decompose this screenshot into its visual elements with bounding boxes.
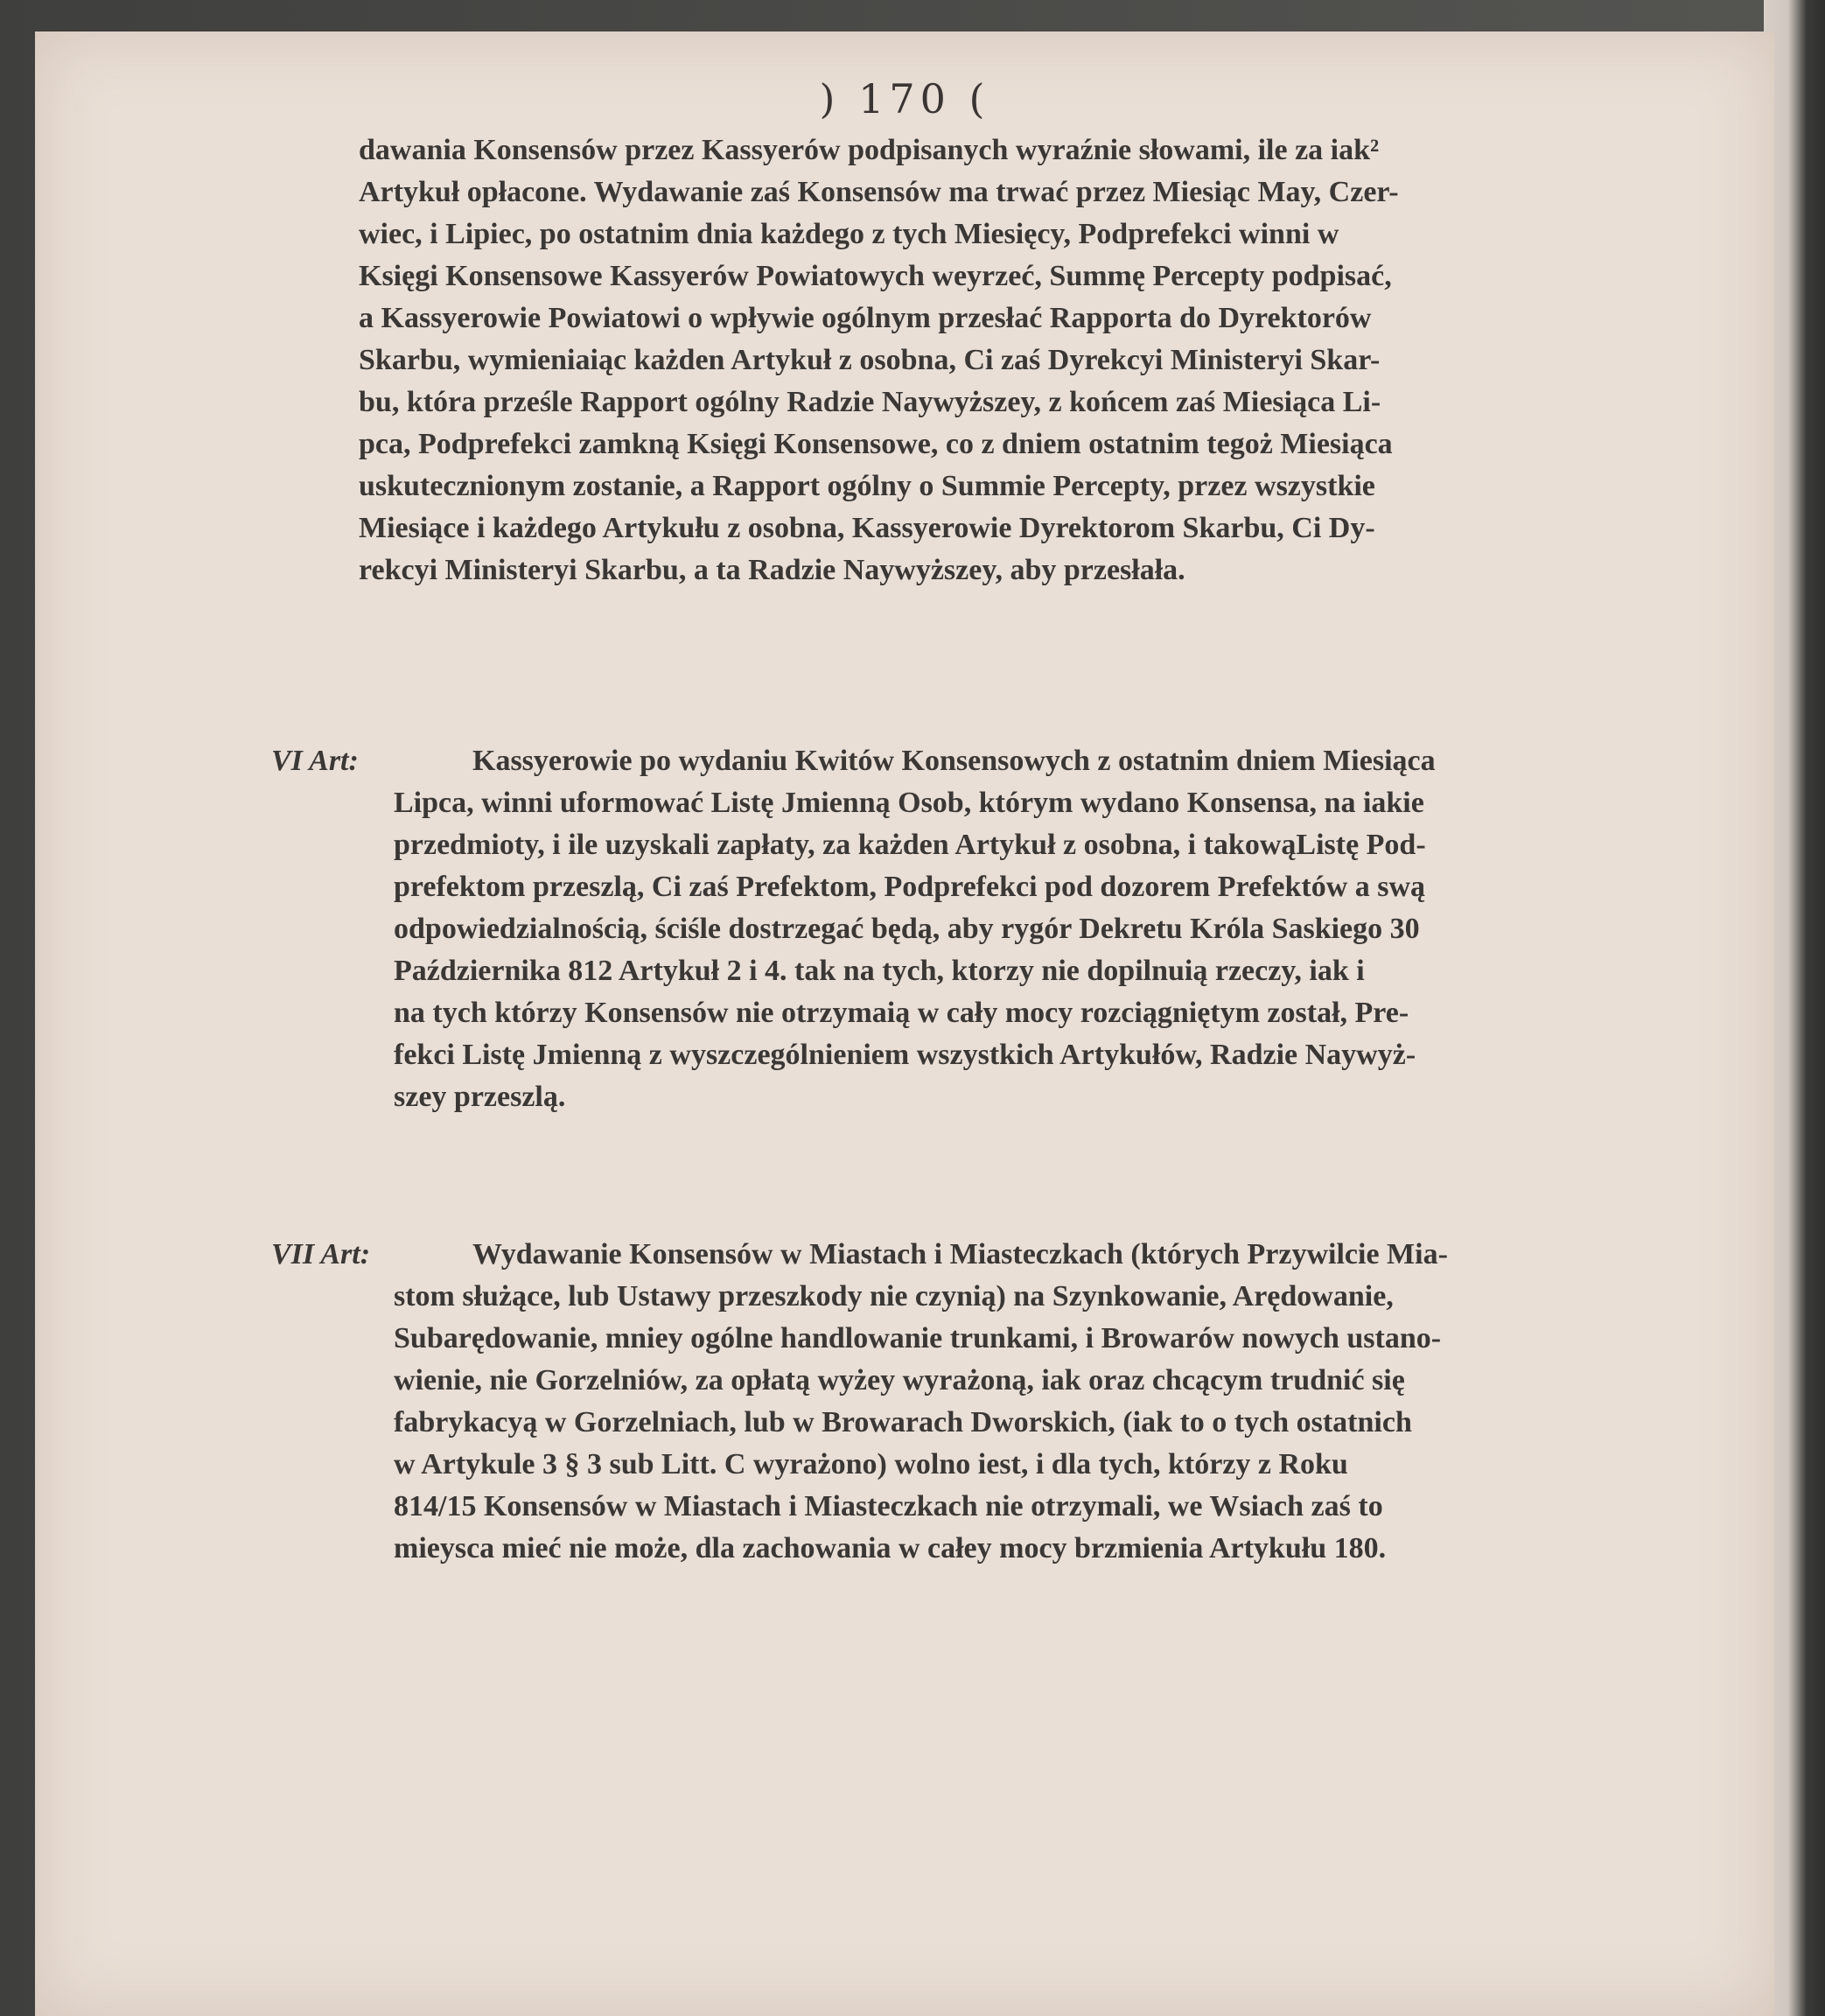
article-vi [271, 740, 1654, 1118]
intro-paragraph [359, 130, 1654, 592]
text-line: Wydawanie Konsensów w Miastach i Miasteczkach (których Przywilcie Mia- [472, 1238, 1448, 1270]
text-line: Księgi Konsensowe Kassyerów Powiatowych weyrzeć, Summę Percepty podpisać, [359, 260, 1392, 292]
text-line: na tych którzy Konsensów nie otrzymaią w cały mocy rozciągniętym został, Pre- [394, 997, 1409, 1029]
text-line: odpowiedzialnością, ściśle dostrzegać będą, aby rygór Dekretu Króla Saskiego 30 [394, 913, 1420, 945]
text-line: bu, która prześle Rapport ogólny Radzie Naywyższey, z końcem zaś Miesiąca Li- [359, 386, 1381, 418]
text-line: prefektom przeszlą, Ci zaś Prefektom, Podprefekci pod dozorem Prefektów a swą [394, 871, 1426, 903]
text-line: dawania Konsensów przez Kassyerów podpisanych wyraźnie słowami, ile za iak² [359, 134, 1380, 166]
text-line: fabrykacyą w Gorzelniach, lub w Browarach Dworskich, (iak to o tych ostatnich [394, 1406, 1412, 1438]
text-line: 814/15 Konsensów w Miastach i Miasteczkach nie otrzymali, we Wsiach zaś to [394, 1490, 1383, 1522]
text-line: Artykuł opłacone. Wydawanie zaś Konsensów ma trwać przez Miesiąc May, Czer- [359, 176, 1399, 208]
article-vii [271, 1234, 1654, 1570]
text-line: a Kassyerowie Powiatowi o wpływie ogólnym przesłać Rapporta do Dyrektorów [359, 302, 1372, 334]
text-line: Skarbu, wymieniaiąc każden Artykuł z osobna, Ci zaś Dyrekcyi Ministeryi Skar- [359, 344, 1381, 376]
text-line: wiec, i Lipiec, po ostatnim dnia każdego z tych Miesięcy, Podprefekci winni w [359, 218, 1339, 250]
page-number-header: ) 170 ( [819, 75, 990, 122]
text-line: w Artykule 3 § 3 sub Litt. C wyrażono) wolno iest, i dla tych, którzy z Roku [394, 1448, 1348, 1480]
text-line: uskutecznionym zostanie, a Rapport ogólny o Summie Percepty, przez wszystkie [359, 470, 1375, 502]
text-line: Lipca, winni uformować Listę Jmienną Osob, którym wydano Konsensa, na iakie [394, 787, 1424, 819]
article-vii-label: VII Art: [271, 1238, 371, 1270]
text-line: Subarędowanie, mniey ogólne handlowanie trunkami, i Browarów nowych ustano- [394, 1322, 1442, 1354]
text-line: mieysca mieć nie może, dla zachowania w całey mocy brzmienia Artykułu 180. [394, 1532, 1387, 1564]
text-line: Października 812 Artykuł 2 i 4. tak na tych, ktorzy nie dopilnuią rzeczy, iak i [394, 955, 1365, 987]
text-line: stom służące, lub Ustawy przeszkody nie czynią) na Szynkowanie, Arędowanie, [394, 1280, 1394, 1312]
text-line: Kassyerowie po wydaniu Kwitów Konsensowych z ostatnim dniem Miesiąca [472, 745, 1436, 777]
text-line: fekci Listę Jmienną z wyszczególnieniem wszystkich Artykułów, Radzie Naywyż- [394, 1039, 1416, 1071]
text-line: szey przeszlą. [394, 1081, 566, 1113]
text-line: rekcyi Ministeryi Skarbu, a ta Radzie Naywyższey, aby przesłała. [359, 554, 1185, 586]
text-line: Miesiące i każdego Artykułu z osobna, Kassyerowie Dyrektorom Skarbu, Ci Dy- [359, 512, 1375, 544]
text-line: pca, Podprefekci zamkną Księgi Konsensowe, co z dniem ostatnim tegoż Miesiąca [359, 428, 1393, 460]
text-line: przedmioty, i ile uzyskali zapłaty, za każden Artykuł z osobna, i takowąListę Pod- [394, 829, 1426, 861]
text-line: wienie, nie Gorzelniów, za opłatą wyżey wyrażoną, iak oraz chcącym trudnić się [394, 1364, 1405, 1396]
article-vi-label: VI Art: [271, 745, 359, 777]
